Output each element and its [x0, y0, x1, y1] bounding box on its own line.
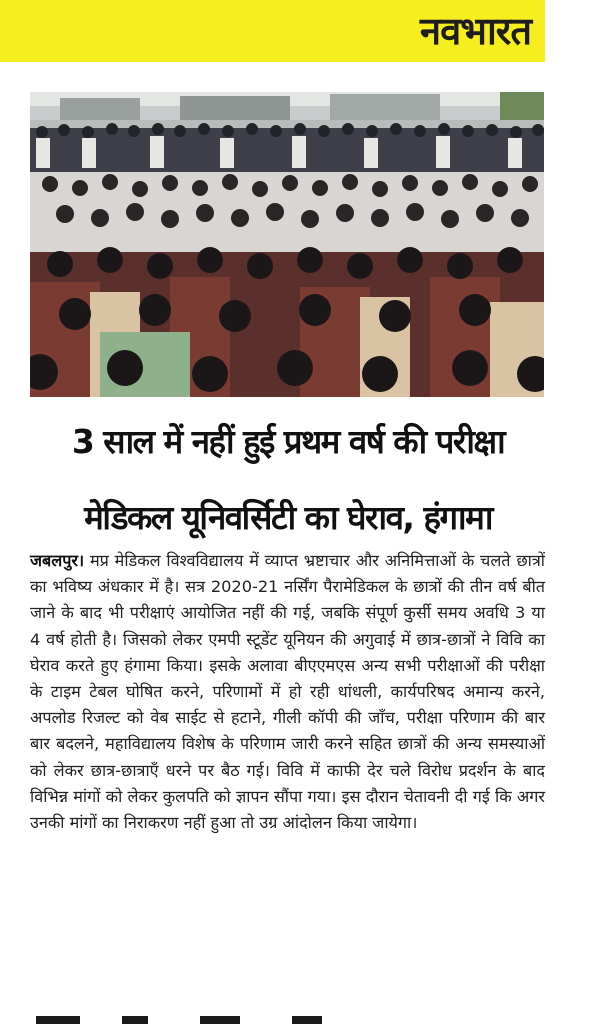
newspaper-name: नवभारत — [420, 8, 531, 53]
article-paragraph: मप्र मेडिकल विश्वविद्यालय में व्याप्त भ्रष्टाचार और अनिमित्ताओं के चलते छात्रों का भविष्य अंधकार में है। सत्र 2020-21 नर्सिंग पैरामेडिकल के छात्रों की तीन वर्ष बीत जाने के बाद भी परीक्षाएं आयोजित नहीं की गई, जबकि संपूर्ण कुर्सी समय अवधि 3 या 4 वर्ष होती है। जिसको लेकर एमपी स्टूडेंट यूनियन की अगुवाई में छात्र-छात्रों ने विवि का घेराव करते हुए हंगामा किया। इसके अलावा बीएएमएस अन्य सभी परीक्षाओं की परीक्षा के टाइम टेबल घोषित करने, परिणामों में हो रही धांधली, कार्यपरिषद अमान्य करने, अपलोड रिजल्ट को वेब साईट से हटाने, गीली कॉपी की जाँच, परीक्षा परिणाम की बार बार बदलने, महाविद्यालय विशेष के परिणाम जारी करने सहित छात्रों की अन्य समस्याओं को लेकर छात्र-छात्राएँ धरने पर बैठ गई। विवि में काफी देर चले विरोध प्रदर्शन के बाद विभिन्न मांगों को लेकर कुलपति को ज्ञापन सौंपा गया। इस दौरान चेतावनी दी गई कि अगर उनकी मांगों का निराकरण नहीं हुआ तो उग्र आंदोलन किया जायेगा। — [30, 551, 545, 833]
article-body — [30, 548, 545, 836]
masthead-banner — [0, 0, 545, 62]
headline-line-2: मेडिकल यूनिवर्सिटी का घेराव, हंगामा — [84, 498, 492, 537]
dateline: जबलपुर। — [30, 551, 85, 570]
next-article-cutoff — [30, 1008, 545, 1024]
headline-line-1: 3 साल में नहीं हुई प्रथम वर्ष की परीक्षा — [71, 422, 505, 461]
news-photo — [30, 92, 544, 397]
protest-crowd-photo — [30, 92, 544, 397]
